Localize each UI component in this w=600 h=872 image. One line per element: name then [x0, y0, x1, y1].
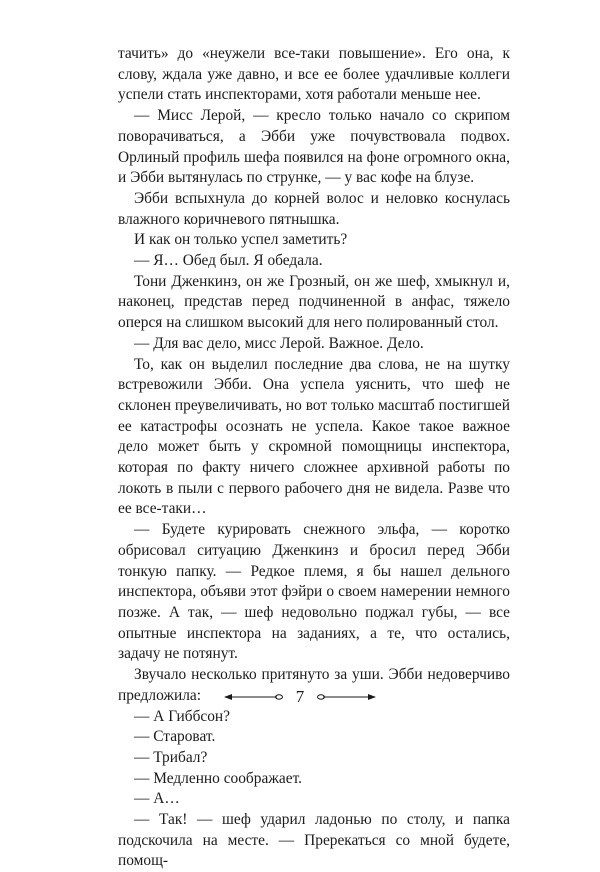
page-text: [118, 44, 510, 872]
paragraph: И как он только успел заметить?: [134, 231, 348, 249]
paragraph: — А…: [134, 790, 180, 808]
paragraph: — Трибал?: [134, 748, 208, 766]
paragraph: Звучало несколько притянуто за уши. Эбби недоверчиво предложила:: [118, 666, 510, 704]
paragraph: — Я… Обед был. Я обедала.: [134, 252, 323, 270]
right-ornament-icon: [316, 692, 378, 702]
paragraph: — А Гиббсон?: [134, 707, 231, 725]
paragraph: — Будете курировать снежного эльфа, — коротко обрисовал ситуацию Дженкинз и бросил перед Эбби тонкую папку. — Редкое племя, я бы нашел дельного инспектора, объяви этот фэйри о своем намерении немного позже. А так, — шеф недовольно поджал губы, — все опытные инспектора на заданиях, а те, что остались, задачу не потянут.: [118, 521, 510, 663]
paragraph: — Староват.: [134, 728, 216, 746]
paragraph: Тони Дженкинз, он же Грозный, он же шеф, хмыкнул и, наконец, представ перед подчиненной в анфас, тяжело оперся на слишком высокий для него полированный стол.: [118, 272, 510, 332]
paragraph: — Так! — шеф ударил ладонью по столу, и папка подскочила на месте. — Пререкаться со мной будете, помощ-: [118, 811, 510, 870]
page-number: 7: [295, 687, 305, 706]
paragraph: — Для вас дело, мисс Лерой. Важное. Дело.: [134, 334, 424, 352]
paragraph: — Мисс Лерой, — кресло только начало со скрипом поворачиваться, а Эбби уже почувствовала подвох. Орлиный профиль шефа появился на фоне огромного окна, и Эбби вытянулась по струнке, — у вас кофе на блузе.: [118, 107, 510, 187]
paragraph: — Медленно соображает.: [134, 769, 302, 787]
paragraph: тачить» до «неужели все-таки повышение». Его она, к слову, ждала уже давно, и все ее более удачливые коллеги успели стать инспекторами, хотя работали меньше нее.: [118, 45, 510, 104]
left-ornament-icon: [222, 692, 284, 702]
paragraph: Эбби вспыхнула до корней волос и неловко коснулась влажного коричневого пятнышка.: [118, 189, 510, 228]
paragraph: То, как он выделил последние два слова, не на шутку встревожили Эбби. Она успела уяснить, что шеф не склонен преувеличивать, но вот только масштаб постигшей ее катастрофы осознать не успела. Какое такое важное дело может быть у скромной помощницы инспектора, которая по факту ничего сложнее архивной работы по локоть в пыли с первого рабочего дня не видела. Разве что ее все-таки…: [118, 355, 510, 518]
page-footer: [0, 687, 600, 707]
